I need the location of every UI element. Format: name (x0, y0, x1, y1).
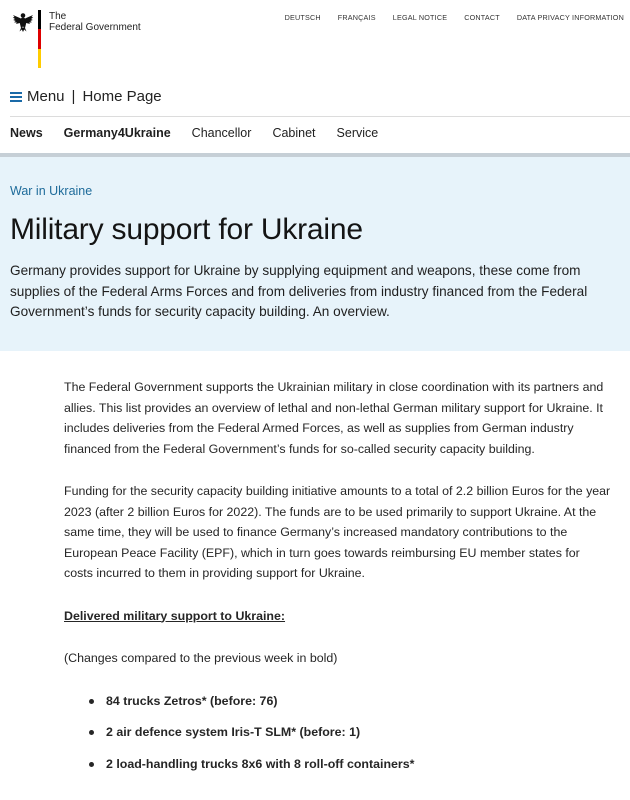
article-body (64, 377, 612, 785)
nav-item-news[interactable]: News (10, 126, 43, 140)
lead-paragraph: Germany provides support for Ukraine by supplying equipment and weapons, these come from supplies of the Federal Arms Forces and from deliveries from industry financed from the Federal Government’s funds for security capacity building. An overview. (10, 263, 588, 319)
link-francais[interactable]: FRANÇAIS (337, 13, 376, 22)
top-bar (0, 0, 630, 70)
link-contact[interactable]: CONTACT (464, 13, 500, 22)
list-item: 2 load-handling trucks 8x6 with 8 roll-off containers* (89, 754, 612, 775)
hamburger-menu-icon[interactable] (10, 92, 22, 102)
article-paragraph-2: Funding for the security capacity building initiative amounts to a total of 2.2 billion Euros for the year 2023 (after 2 billion Euros for 2022). The funds are to be used primarily to support Ukraine. At the same time, they will be used to finance Germany’s increased mandatory contributions to the European Peace Facility (EPF), which in turn goes towards reimbursing EU member states for costs incurred to them in providing support for Ukraine. (64, 484, 611, 580)
logo-text (49, 10, 141, 68)
nav-item-germany4ukraine[interactable]: Germany4Ukraine (63, 126, 171, 140)
utility-nav (268, 13, 624, 22)
federal-eagle-icon (12, 11, 34, 33)
menu-button[interactable]: Menu (27, 87, 65, 105)
nav-item-chancellor[interactable]: Chancellor (191, 126, 252, 140)
delivered-support-list (89, 691, 612, 775)
main-nav (10, 126, 399, 140)
changes-note: (Changes compared to the previous week in bold) (64, 651, 338, 665)
nav-item-service[interactable]: Service (336, 126, 379, 140)
menu-separator: | (71, 87, 76, 105)
federal-government-logo[interactable] (12, 10, 141, 68)
home-page-link[interactable]: Home Page (82, 87, 162, 105)
link-deutsch[interactable]: DEUTSCH (284, 13, 321, 22)
link-data-privacy[interactable]: DATA PRIVACY INFORMATION (516, 13, 624, 22)
divider (10, 116, 630, 117)
logo-line-2: Federal Government (49, 22, 141, 33)
section-heading: Delivered military support to Ukraine: (64, 608, 286, 623)
nav-item-cabinet[interactable]: Cabinet (272, 126, 316, 140)
hero-section (0, 157, 630, 351)
logo-line-1: The (49, 11, 67, 22)
menu-row (10, 85, 162, 107)
page-title: Military support for Ukraine (10, 213, 363, 246)
topic-kicker-link[interactable]: War in Ukraine (10, 184, 93, 198)
list-item: 84 trucks Zetros* (before: 76) (89, 691, 612, 712)
list-item: 2 air defence system Iris-T SLM* (before: 1) (89, 722, 612, 743)
link-legal-notice[interactable]: LEGAL NOTICE (392, 13, 448, 22)
german-flag-stripe (38, 10, 41, 68)
article-paragraph-1: The Federal Government supports the Ukrainian military in close coordination with its partners and allies. This list provides an overview of lethal and non-lethal German military support for Ukraine. It includes deliveries from the Federal Armed Forces, as well as supplies from German industry financed from the Federal Government’s funds for so-called security capacity building. (64, 380, 604, 456)
